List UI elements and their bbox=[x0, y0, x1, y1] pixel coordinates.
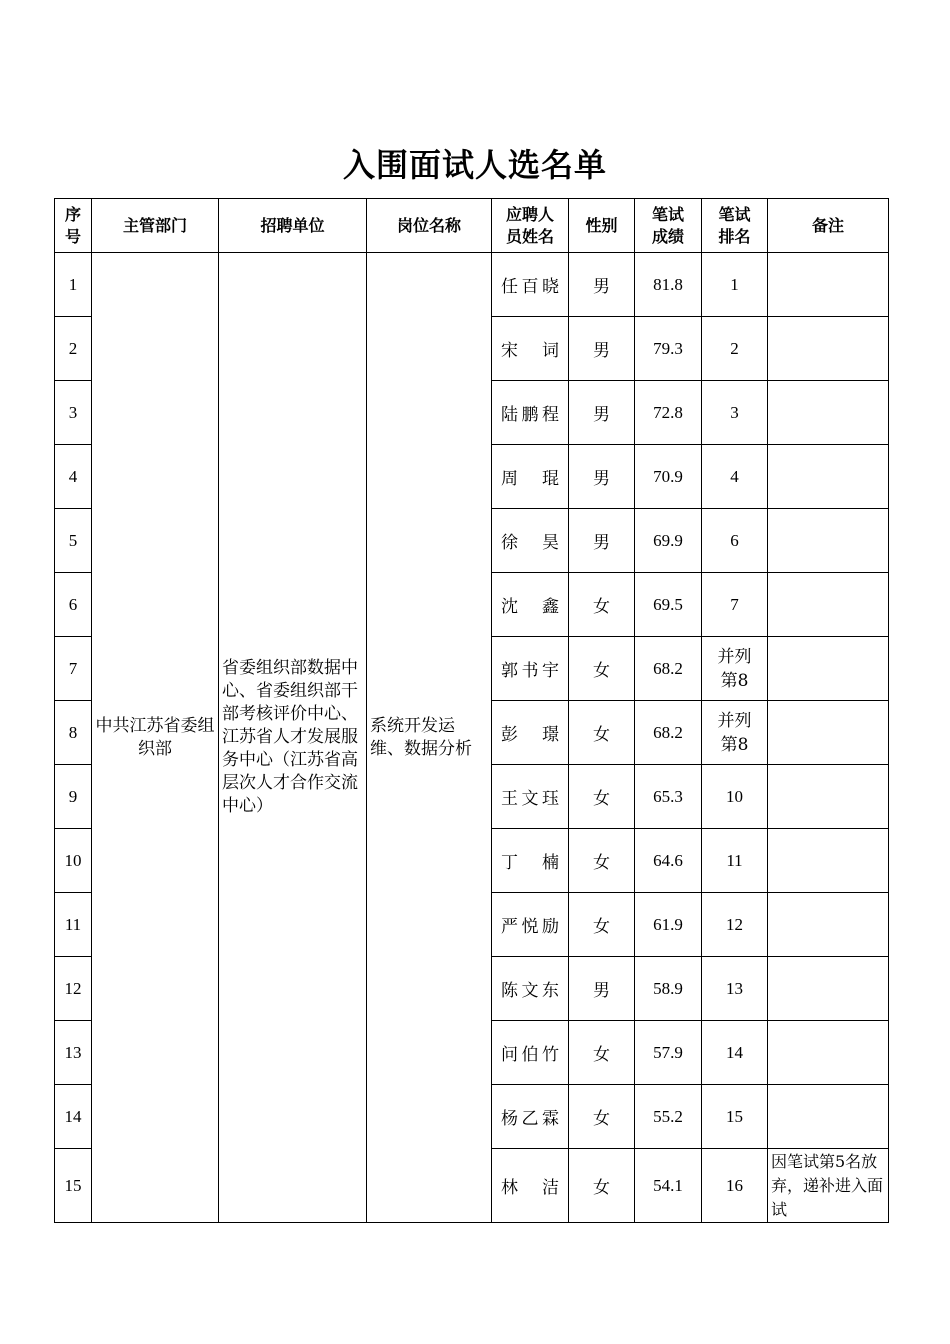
row-rank: 12 bbox=[702, 893, 768, 957]
header-gender: 性别 bbox=[569, 199, 635, 253]
row-score: 64.6 bbox=[635, 829, 702, 893]
row-gender: 男 bbox=[569, 381, 635, 445]
row-rank: 4 bbox=[702, 445, 768, 509]
row-name bbox=[492, 381, 569, 445]
header-unit: 招聘单位 bbox=[219, 199, 367, 253]
row-remark bbox=[768, 637, 889, 701]
candidate-name: 王文珏 bbox=[501, 789, 559, 809]
row-score: 79.3 bbox=[635, 317, 702, 381]
row-remark bbox=[768, 317, 889, 381]
header-dept: 主管部门 bbox=[92, 199, 219, 253]
row-score: 68.2 bbox=[635, 701, 702, 765]
row-seq: 5 bbox=[55, 509, 92, 573]
row-gender: 男 bbox=[569, 509, 635, 573]
header-rank: 笔试排名 bbox=[702, 199, 768, 253]
row-score: 72.8 bbox=[635, 381, 702, 445]
row-score: 69.9 bbox=[635, 509, 702, 573]
table-row bbox=[55, 253, 889, 317]
row-score: 55.2 bbox=[635, 1085, 702, 1149]
row-score: 57.9 bbox=[635, 1021, 702, 1085]
row-rank: 6 bbox=[702, 509, 768, 573]
row-remark bbox=[768, 381, 889, 445]
row-rank: 14 bbox=[702, 1021, 768, 1085]
row-name bbox=[492, 509, 569, 573]
row-seq: 4 bbox=[55, 445, 92, 509]
row-seq: 15 bbox=[55, 1149, 92, 1223]
row-name bbox=[492, 765, 569, 829]
candidate-name: 任百晓 bbox=[501, 277, 559, 297]
row-gender: 女 bbox=[569, 1149, 635, 1223]
candidate-table bbox=[54, 198, 889, 1223]
row-seq: 1 bbox=[55, 253, 92, 317]
header-name: 应聘人员姓名 bbox=[492, 199, 569, 253]
row-gender: 女 bbox=[569, 765, 635, 829]
row-score: 81.8 bbox=[635, 253, 702, 317]
row-score: 70.9 bbox=[635, 445, 702, 509]
candidate-name: 周 琨 bbox=[501, 469, 559, 489]
row-remark bbox=[768, 1021, 889, 1085]
row-remark: 因笔试第5名放弃，递补进入面试 bbox=[768, 1149, 889, 1223]
candidate-name: 林 洁 bbox=[501, 1178, 559, 1198]
header-row bbox=[55, 199, 889, 253]
row-gender: 男 bbox=[569, 957, 635, 1021]
row-remark bbox=[768, 1085, 889, 1149]
row-seq: 8 bbox=[55, 701, 92, 765]
row-remark bbox=[768, 765, 889, 829]
row-name bbox=[492, 253, 569, 317]
row-name bbox=[492, 701, 569, 765]
row-gender: 女 bbox=[569, 637, 635, 701]
row-rank: 11 bbox=[702, 829, 768, 893]
row-seq: 13 bbox=[55, 1021, 92, 1085]
row-name bbox=[492, 1021, 569, 1085]
row-gender: 女 bbox=[569, 893, 635, 957]
row-gender: 男 bbox=[569, 317, 635, 381]
row-name bbox=[492, 957, 569, 1021]
header-score: 笔试成绩 bbox=[635, 199, 702, 253]
row-seq: 11 bbox=[55, 893, 92, 957]
row-score: 69.5 bbox=[635, 573, 702, 637]
row-remark bbox=[768, 253, 889, 317]
row-score: 54.1 bbox=[635, 1149, 702, 1223]
row-gender: 女 bbox=[569, 1021, 635, 1085]
row-rank: 1 bbox=[702, 253, 768, 317]
row-rank: 3 bbox=[702, 381, 768, 445]
row-name bbox=[492, 573, 569, 637]
row-seq: 10 bbox=[55, 829, 92, 893]
candidate-name: 陈文东 bbox=[501, 981, 559, 1001]
row-remark bbox=[768, 445, 889, 509]
candidate-name: 严悦励 bbox=[501, 917, 559, 937]
row-remark bbox=[768, 829, 889, 893]
row-gender: 男 bbox=[569, 445, 635, 509]
row-gender: 女 bbox=[569, 1085, 635, 1149]
row-seq: 6 bbox=[55, 573, 92, 637]
row-rank: 10 bbox=[702, 765, 768, 829]
candidate-name: 问伯竹 bbox=[501, 1045, 559, 1065]
row-remark bbox=[768, 893, 889, 957]
candidate-name: 丁 楠 bbox=[501, 853, 559, 873]
row-remark bbox=[768, 509, 889, 573]
row-rank: 13 bbox=[702, 957, 768, 1021]
row-score: 58.9 bbox=[635, 957, 702, 1021]
row-remark bbox=[768, 701, 889, 765]
page-title: 入围面试人选名单 bbox=[342, 146, 607, 184]
row-gender: 女 bbox=[569, 573, 635, 637]
row-score: 68.2 bbox=[635, 637, 702, 701]
header-remark: 备注 bbox=[768, 199, 889, 253]
candidate-name: 陆鹏程 bbox=[501, 405, 559, 425]
candidate-name: 徐 昊 bbox=[501, 533, 559, 553]
row-name bbox=[492, 637, 569, 701]
row-rank: 16 bbox=[702, 1149, 768, 1223]
row-gender: 女 bbox=[569, 829, 635, 893]
header-post: 岗位名称 bbox=[367, 199, 492, 253]
post-cell: 系统开发运维、数据分析 bbox=[367, 253, 492, 1223]
row-seq: 12 bbox=[55, 957, 92, 1021]
row-name bbox=[492, 317, 569, 381]
row-remark bbox=[768, 573, 889, 637]
row-remark bbox=[768, 957, 889, 1021]
row-name bbox=[492, 893, 569, 957]
row-rank: 15 bbox=[702, 1085, 768, 1149]
row-rank: 2 bbox=[702, 317, 768, 381]
row-seq: 2 bbox=[55, 317, 92, 381]
row-rank: 并列第8 bbox=[702, 701, 768, 765]
row-seq: 3 bbox=[55, 381, 92, 445]
candidate-name: 沈 鑫 bbox=[501, 597, 559, 617]
row-name bbox=[492, 1085, 569, 1149]
row-seq: 9 bbox=[55, 765, 92, 829]
candidate-name: 彭 璟 bbox=[501, 725, 559, 745]
header-seq: 序号 bbox=[55, 199, 92, 253]
dept-cell: 中共江苏省委组织部 bbox=[92, 253, 219, 1223]
candidate-name: 宋 词 bbox=[501, 341, 559, 361]
row-gender: 男 bbox=[569, 253, 635, 317]
row-score: 65.3 bbox=[635, 765, 702, 829]
row-name bbox=[492, 829, 569, 893]
candidate-name: 郭书宇 bbox=[501, 661, 559, 681]
row-seq: 7 bbox=[55, 637, 92, 701]
unit-cell: 省委组织部数据中心、省委组织部干部考核评价中心、江苏省人才发展服务中心（江苏省高层次人才合作交流中心） bbox=[219, 253, 367, 1223]
row-rank: 7 bbox=[702, 573, 768, 637]
row-seq: 14 bbox=[55, 1085, 92, 1149]
row-name bbox=[492, 445, 569, 509]
row-score: 61.9 bbox=[635, 893, 702, 957]
row-name bbox=[492, 1149, 569, 1223]
row-rank: 并列第8 bbox=[702, 637, 768, 701]
candidate-name: 杨乙霖 bbox=[501, 1109, 559, 1129]
row-gender: 女 bbox=[569, 701, 635, 765]
